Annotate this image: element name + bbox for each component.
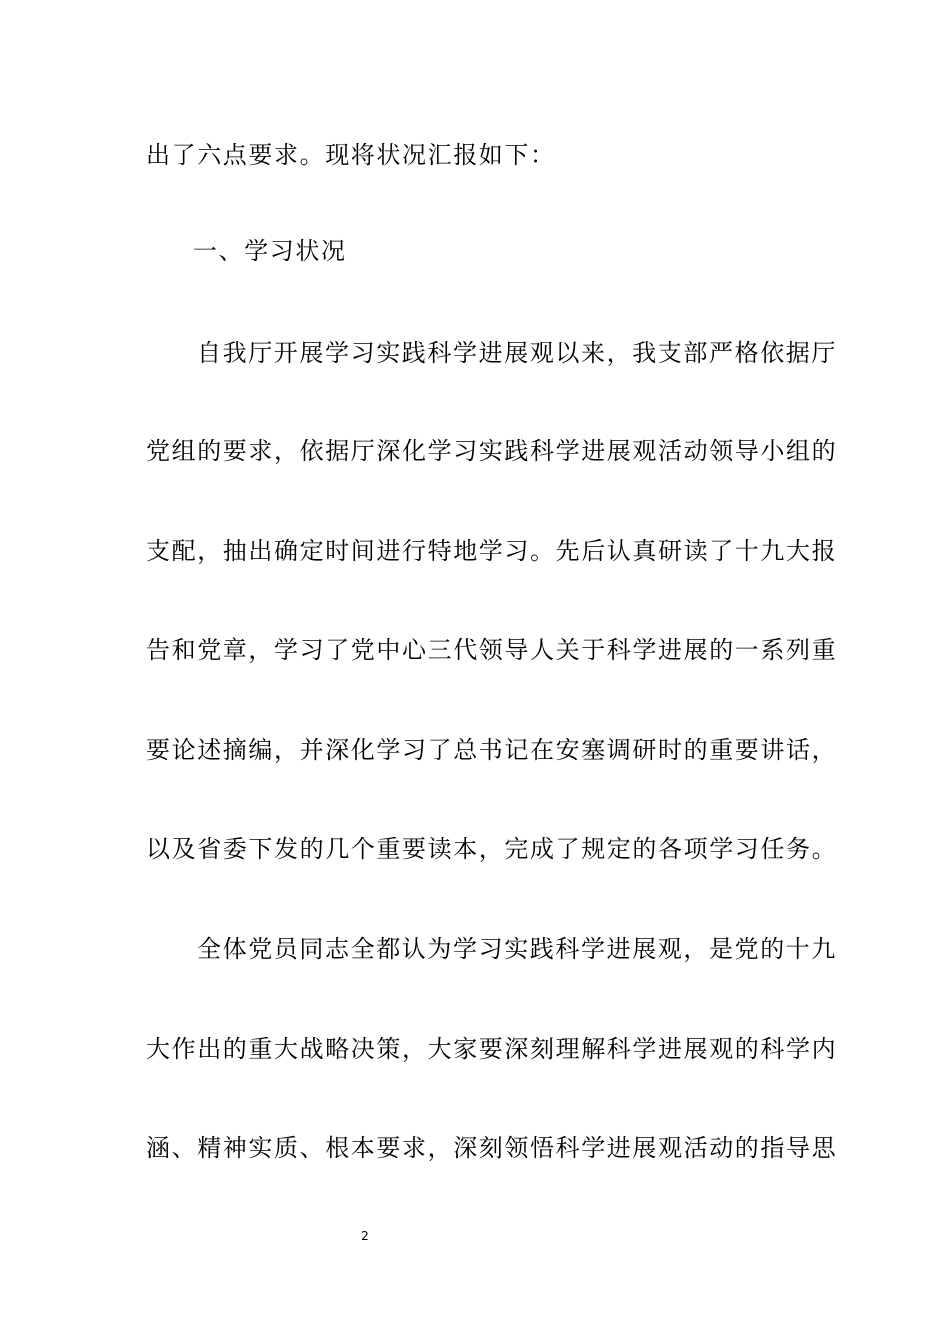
paragraph-line: 支配，抽出确定时间进行特地学习。先后认真研读了十九大报 [146, 537, 838, 565]
paragraph-line: 以及省委下发的几个重要读本，完成了规定的各项学习任务。 [146, 835, 838, 863]
paragraph-line: 自我厅开展学习实践科学进展观以来，我支部严格依据厅 [197, 339, 837, 367]
paragraph-line: 要论述摘编，并深化学习了总书记在安塞调研时的重要讲话， [146, 736, 838, 764]
paragraph-line: 大作出的重大战略决策，大家要深刻理解科学进展观的科学内 [146, 1035, 838, 1063]
paragraph-line: 涵、精神实质、根本要求，深刻领悟科学进展观活动的指导思 [146, 1134, 838, 1162]
paragraph-line: 全体党员同志全都认为学习实践科学进展观，是党的十九 [197, 935, 837, 963]
paragraph-line: 出了六点要求。现将状况汇报如下： [146, 141, 556, 169]
section-heading: 一、学习状况 [193, 237, 347, 265]
paragraph-line: 告和党章，学习了党中心三代领导人关于科学进展的一系列重 [146, 636, 838, 664]
paragraph-line: 党组的要求，依据厅深化学习实践科学进展观活动领导小组的 [146, 437, 838, 465]
page-number: 2 [361, 1229, 369, 1243]
